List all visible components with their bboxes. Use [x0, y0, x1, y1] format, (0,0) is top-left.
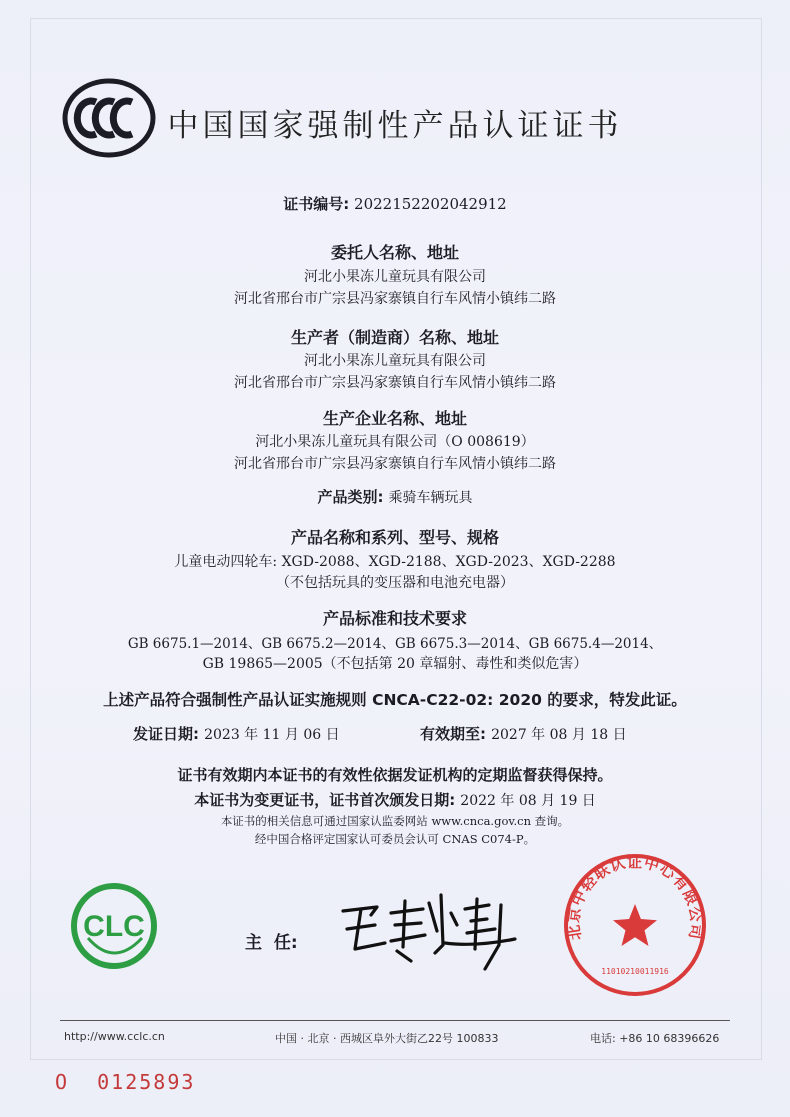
director-label: 主 任: — [245, 933, 298, 953]
change-note — [0, 789, 790, 810]
change-note-label: 本证书为变更证书，证书首次颁发日期: — [194, 791, 456, 809]
issue-date-label: 发证日期: — [133, 725, 199, 743]
valid-until — [420, 723, 627, 744]
seal-star-icon — [613, 904, 657, 946]
issue-date-value: 2023 年 11 月 06 日 — [204, 727, 340, 743]
standards-heading: 产品标准和技术要求 — [322, 609, 467, 628]
certificate-title: 中国国家强制性产品认证证书 — [167, 108, 623, 144]
manufacturer-address: 河北省邢台市广宗县冯家寨镇自行车风情小镇纬二路 — [234, 375, 556, 391]
manufacturer-name: 河北小果冻儿童玩具有限公司 — [304, 353, 486, 369]
applicant-name: 河北小果冻儿童玩具有限公司 — [304, 269, 486, 285]
serial-number: O 0125893 — [55, 1070, 196, 1094]
manufacturer-heading: 生产者（制造商）名称、地址 — [290, 328, 499, 347]
accreditation-note: 经中国合格评定国家认可委员会认可 CNAS C074-P。 — [254, 832, 536, 846]
clc-logo-text: CLC — [83, 910, 145, 943]
certificate-number — [0, 193, 790, 214]
director-signature — [325, 885, 525, 975]
factory-heading: 生产企业名称、地址 — [322, 409, 467, 428]
standards-line2: GB 19865—2005（不包括第 20 章辐射、毒性和类似危害） — [202, 656, 588, 672]
footer-phone: 电话: +86 10 68396626 — [590, 1032, 720, 1045]
change-note-value: 2022 年 08 月 19 日 — [460, 793, 596, 809]
product-models-line1: 儿童电动四轮车: XGD-2088、XGD-2188、XGD-2023、XGD-2288 — [174, 554, 616, 570]
product-category-value: 乘骑车辆玩具 — [388, 490, 473, 506]
footer-divider — [60, 1020, 730, 1021]
product-category-label: 产品类别: — [317, 488, 384, 506]
factory-name: 河北小果冻儿童玩具有限公司（O 008619） — [255, 434, 535, 450]
clc-logo — [68, 880, 160, 972]
footer-address: 中国 · 北京 · 西城区阜外大街乙22号 100833 — [275, 1032, 499, 1045]
seal-text: 北京中轻联认证中心有限公司 — [564, 852, 706, 942]
certificate-number-value: 2022152202042912 — [354, 195, 507, 213]
valid-until-value: 2027 年 08 月 18 日 — [491, 727, 627, 743]
certificate-number-label: 证书编号: — [283, 195, 350, 213]
conformity-statement: 上述产品符合强制性产品认证实施规则 CNCA-C22-02: 2020 的要求，特发此证。 — [103, 691, 687, 709]
seal-number: 11010210011916 — [601, 967, 669, 976]
applicant-heading: 委托人名称、地址 — [330, 243, 459, 262]
product-models-heading: 产品名称和系列、型号、规格 — [290, 528, 499, 547]
footer-website: http://www.cclc.cn — [64, 1030, 165, 1043]
product-models-line2: （不包括玩具的变压器和电池充电器） — [276, 575, 514, 591]
query-note: 本证书的相关信息可通过国家认监委网站 www.cnca.gov.cn 查询。 — [220, 814, 570, 828]
applicant-address: 河北省邢台市广宗县冯家寨镇自行车风情小镇纬二路 — [234, 291, 556, 307]
valid-until-label: 有效期至: — [420, 725, 486, 743]
factory-address: 河北省邢台市广宗县冯家寨镇自行车风情小镇纬二路 — [234, 456, 556, 472]
issue-date — [133, 723, 340, 744]
standards-line1: GB 6675.1—2014、GB 6675.2—2014、GB 6675.3—2014、GB 6675.4—2014、 — [127, 636, 663, 652]
validity-note: 证书有效期内本证书的有效性依据发证机构的定期监督获得保持。 — [177, 766, 613, 784]
product-category — [0, 486, 790, 507]
company-seal — [560, 850, 710, 1000]
